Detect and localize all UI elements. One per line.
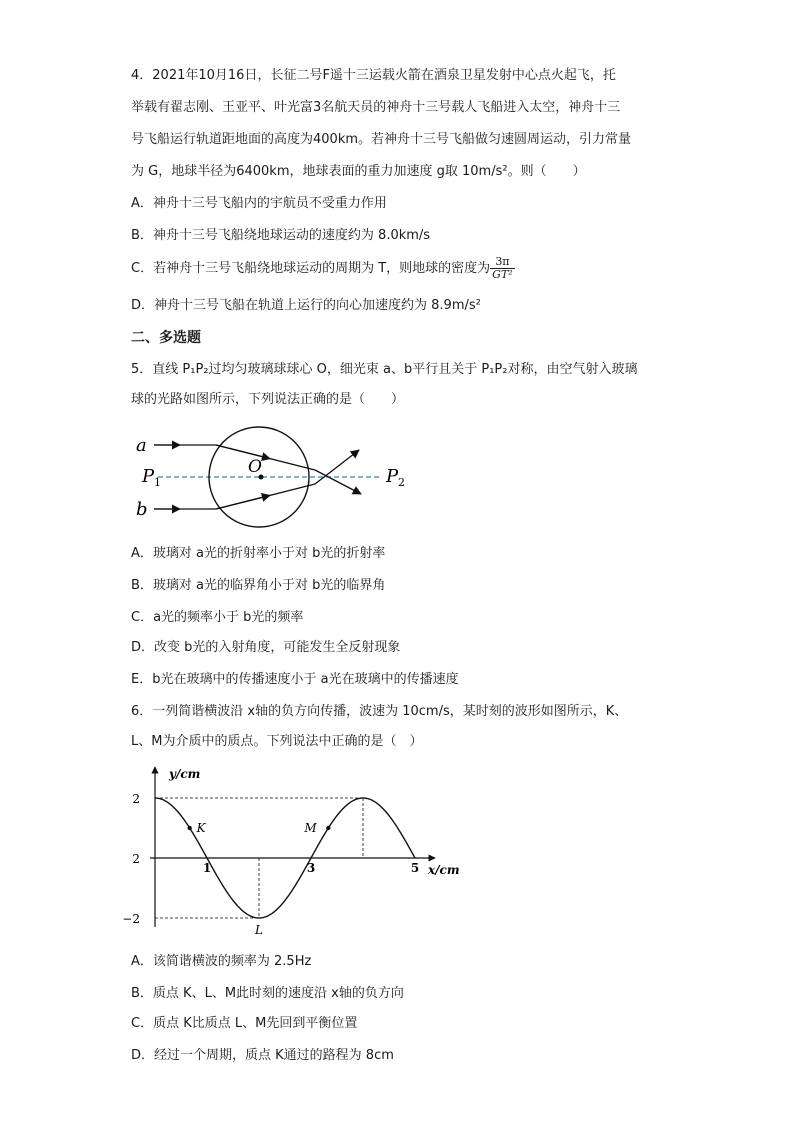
q6-line-2: L、M为介质中的质点。下列说法中正确的是（ ） [131,734,423,749]
density-fraction [490,256,515,281]
point-m [326,826,330,830]
fraction-numerator: 3π [490,256,515,269]
q6-option-a: A．该简谐横波的频率为 2.5Hz [131,954,312,969]
q5-option-e: E．b光在玻璃中的传播速度小于 a光在玻璃中的传播速度 [131,672,459,687]
q6-option-d: D．经过一个周期，质点 K通过的路程为 8cm [131,1048,394,1063]
wave-chart [122,762,470,937]
label-o: O [248,457,262,477]
ray-b-exit [315,450,359,484]
fraction-denominator: GT² [492,268,513,281]
q5-option-a: A．玻璃对 a光的折射率小于对 b光的折射率 [131,546,386,561]
q4-option-c-text: C．若神舟十三号飞船绕地球运动的周期为 T，则地球的密度为 [131,261,491,276]
x-tick-label: 5 [410,861,420,875]
label-p1: P [142,466,155,487]
section-title: 二、多选题 [131,330,201,346]
q5-option-d: D．改变 b光的入射角度，可能发生全反射现象 [131,640,401,655]
q4-option-b: B．神舟十三号飞船绕地球运动的速度约为 8.0km/s [131,228,431,243]
q4-option-d: D．神舟十三号飞船在轨道上运行的向心加速度约为 8.9m/s² [131,298,481,313]
y-tick-label: 2 [132,792,140,806]
x-tick-label: 1 [202,861,212,875]
y-axis-label: y/cm [169,767,201,781]
label-p2-sub: 2 [398,476,405,489]
x-axis-label: x/cm [428,863,460,877]
y-tick-label: 2 [132,852,140,866]
q4-line-2: 举载有翟志刚、王亚平、叶光富3名航天员的神舟十三号载人飞船进入太空，神舟十三 [131,100,621,115]
q5-line-2: 球的光路如图所示，下列说法正确的是（ ） [131,392,405,407]
x-tick-label: 3 [306,861,316,875]
label-p2: P [386,466,399,487]
label-a: a [136,435,147,456]
q4-line-1: 4．2021年10月16日，长征二号F遥十三运载火箭在酒泉卫星发射中心点火起飞，托 [131,68,616,83]
ray-a-exit [315,470,361,494]
point-k-label: K [196,821,206,835]
q4-option-c [131,256,515,281]
point-k [187,826,191,830]
label-b: b [136,499,148,520]
q5-line-1: 5．直线 P₁P₂过均匀玻璃球球心 O，细光束 a、b平行且关于 P₁P₂对称，由空气射入玻璃 [131,362,638,377]
glass-sphere-figure [130,420,420,530]
y-tick-label: −2 [122,912,140,926]
label-p1-sub: 1 [154,476,161,489]
q6-option-b: B．质点 K、L、M此时刻的速度沿 x轴的负方向 [131,986,404,1001]
q6-line-1: 6．一列简谐横波沿 x轴的负方向传播，波速为 10cm/s，某时刻的波形如图所示，K、 [131,704,628,719]
q5-option-b: B．玻璃对 a光的临界角小于对 b光的临界角 [131,578,386,593]
q4-line-3: 号飞船运行轨道距地面的高度为400km。若神舟十三号飞船做匀速圆周运动，引力常量 [131,132,632,147]
q4-line-4: 为 G，地球半径为6400km，地球表面的重力加速度 g取 10m/s²。则（ ） [131,164,586,179]
q4-option-a: A．神舟十三号飞船内的宇航员不受重力作用 [131,196,387,211]
point-l-label: L [255,923,263,937]
point-m-label: M [304,821,317,835]
q6-option-c: C．质点 K比质点 L、M先回到平衡位置 [131,1016,358,1031]
q5-option-c: C．a光的频率小于 b光的频率 [131,610,304,625]
